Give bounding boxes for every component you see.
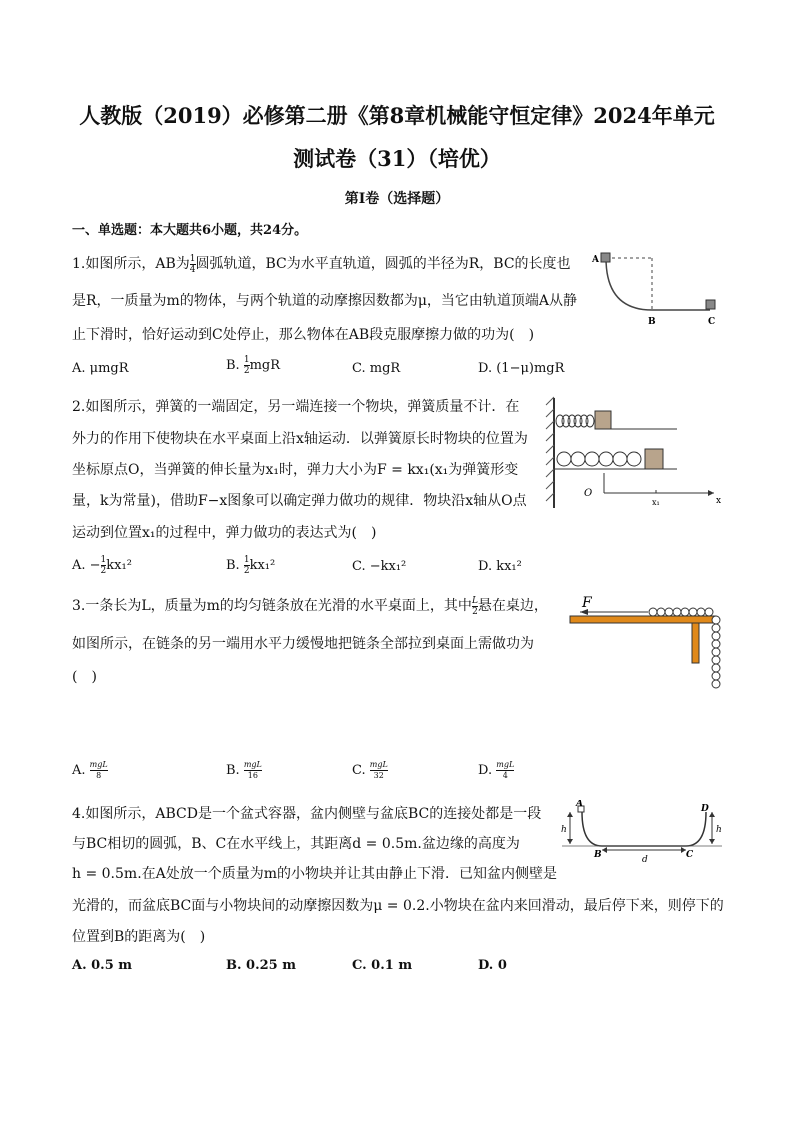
svg-text:D: D xyxy=(701,804,709,814)
q4-line5: 位置到B的距离为( ) xyxy=(72,929,206,945)
q2-option-d[interactable]: D. kx₁² xyxy=(478,559,522,574)
volume-label: 第I卷（选择题） xyxy=(344,191,450,207)
q3-table-leg xyxy=(692,623,699,663)
q3-option-b[interactable]: B. mgL 16 xyxy=(226,760,262,780)
q4-figure xyxy=(560,800,725,870)
q4-option-d[interactable]: D. 0 xyxy=(478,958,507,973)
q2-line2: 外力的作用下使物块在水平桌面上沿x轴运动．以弹簧原长时物块的位置为 xyxy=(72,431,528,447)
q1-option-d[interactable]: D. (1−μ)mgR xyxy=(478,361,565,376)
svg-text:F: F xyxy=(582,595,592,611)
q1-fraction: $\frac{1}{4}$ xyxy=(189,253,196,275)
svg-text:d: d xyxy=(642,855,648,865)
q1-block-a xyxy=(601,253,610,262)
q1-line1: 1.如图所示，AB为 $\frac{1}{4}$ 圆弧轨道，BC为水平直轨道，圆弧的半径为R，BC的长度也 xyxy=(72,253,571,275)
paper-title-line1: 人教版（2019）必修第二册《第8章机械能守恒定律》2024年单元 xyxy=(79,103,715,128)
q1-line2: 是R，一质量为m的物体，与两个轨道的动摩擦因数都为μ，当它由轨道顶端A从静 xyxy=(72,293,578,309)
q4-line2: 与BC相切的圆弧，B、C在水平线上，其距离d = 0.5m.盆边缘的高度为 xyxy=(72,836,520,852)
q2-block-top xyxy=(595,411,611,429)
q4-option-b[interactable]: B. 0.25 m xyxy=(226,958,296,973)
svg-text:x: x xyxy=(716,496,722,506)
q2-line3: 坐标原点O，当弹簧的伸长量为x₁时，弹力大小为F = kx₁(x₁为弹簧形变 xyxy=(72,462,519,478)
q3-option-d[interactable]: D. mgL 4 xyxy=(478,760,515,780)
svg-text:A: A xyxy=(576,800,583,809)
q2-line1: 2.如图所示，弹簧的一端固定，另一端连接一个物块，弹簧质量不计．在 xyxy=(72,399,520,415)
q4-line3: h = 0.5m.在A处放一个质量为m的小物块并让其由静止下滑．已知盆内侧壁是 xyxy=(72,866,558,882)
q2-spring-compressed xyxy=(556,415,594,427)
q1-option-a[interactable]: A. μmgR xyxy=(72,361,129,376)
q3-option-c[interactable]: C. mgL 32 xyxy=(352,760,388,780)
q2-spring-stretched xyxy=(557,452,641,466)
q4-option-c[interactable]: C. 0.1 m xyxy=(352,958,413,973)
q2-line4: 量，k为常量)，借助F−x图象可以确定弹力做功的规律．物块沿x轴从O点 xyxy=(72,493,527,509)
svg-text:C: C xyxy=(708,317,716,327)
svg-text:B: B xyxy=(594,850,602,860)
q3-line3: ( ) xyxy=(72,669,97,685)
q3-option-a[interactable]: A. mgL 8 xyxy=(72,760,108,780)
svg-text:O: O xyxy=(584,488,593,499)
q3-line2: 如图所示，在链条的另一端用水平力缓慢地把链条全部拉到桌面上需做功为 xyxy=(72,636,534,652)
q1-line3: 止下滑时，恰好运动到C处停止，那么物体在AB段克服摩擦力做的功为( ) xyxy=(72,327,535,343)
paper-title-line2: 测试卷（31）（培优） xyxy=(293,146,501,171)
q1-option-b[interactable]: B. $\frac{1}{2}$ mgR xyxy=(226,355,280,376)
q3-table-top xyxy=(570,616,716,623)
svg-text:A: A xyxy=(592,255,599,265)
q3-line1: 3.一条长为L，质量为m的均匀链条放在光滑的水平桌面上，其中 $\frac{L}{2}$ 悬在桌边， xyxy=(72,595,548,617)
svg-text:h: h xyxy=(561,825,567,835)
svg-text:B: B xyxy=(648,317,656,327)
q2-option-c[interactable]: C. −kx₁² xyxy=(352,559,407,574)
q2-block-bottom xyxy=(645,449,663,469)
svg-text:h: h xyxy=(716,825,722,835)
svg-text:C: C xyxy=(686,850,694,860)
q1-figure xyxy=(580,248,730,328)
q1-block-c xyxy=(706,300,715,309)
q2-option-a[interactable]: A. − $\frac{1}{2}$ kx₁² xyxy=(72,555,132,576)
q4-line4: 光滑的，而盆底BC面与小物块间的动摩擦因数为μ = 0.2.小物块在盆内来回滑动，最后停下来，则停下的 xyxy=(72,898,724,914)
q2-line5: 运动到位置x₁的过程中，弹力做功的表达式为( ) xyxy=(72,525,377,541)
q2-option-b[interactable]: B. $\frac{1}{2}$ kx₁² xyxy=(226,555,276,576)
svg-text:x₁: x₁ xyxy=(652,498,660,507)
q4-basin xyxy=(582,812,706,846)
q2-figure xyxy=(542,393,727,513)
q3-figure xyxy=(566,590,726,690)
q4-line1: 4.如图所示，ABCD是一个盆式容器，盆内侧壁与盆底BC的连接处都是一段 xyxy=(72,806,542,822)
section-heading: 一、单选题：本大题共6小题，共24分。 xyxy=(72,223,308,238)
q1-option-c[interactable]: C. mgR xyxy=(352,361,401,376)
q4-option-a[interactable]: A. 0.5 m xyxy=(72,958,133,973)
